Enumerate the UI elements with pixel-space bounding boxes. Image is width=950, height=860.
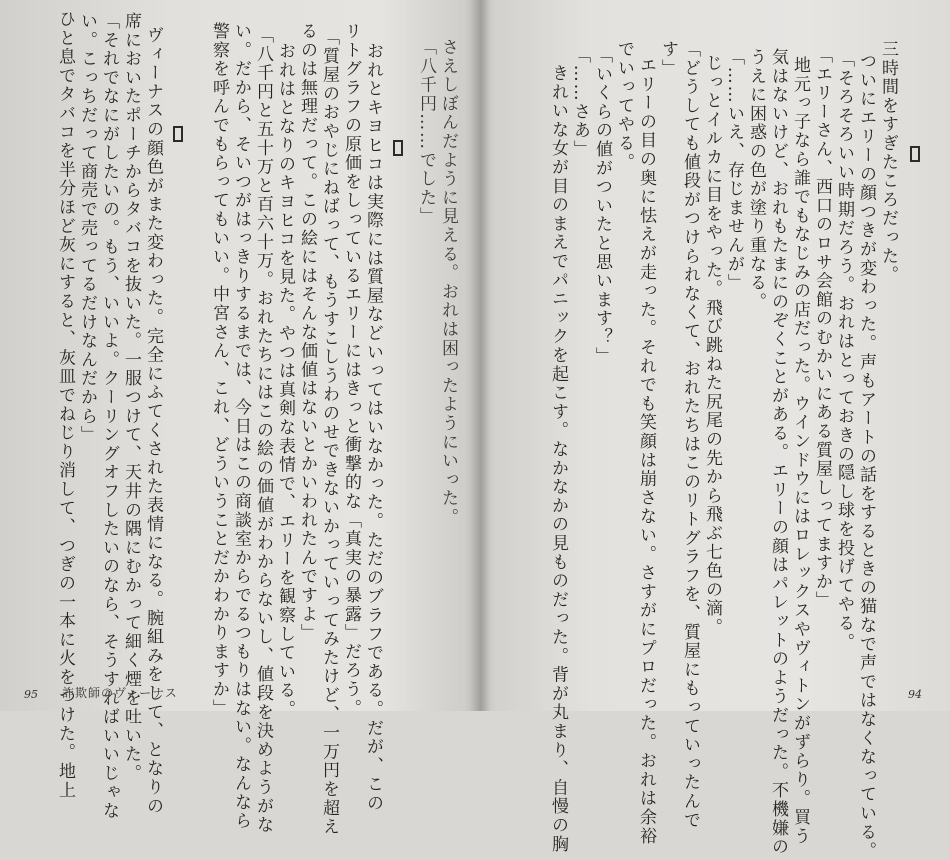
text-column: ひと息でタバコを半分ほど灰にすると、灰皿でねじり消して、つぎの一本に火をつけた。地上 — [55, 10, 75, 800]
text-column: 地元っ子なら誰でもなじみの店だった。ウインドウにはロレックスやヴィトンがずらり。買う — [790, 56, 810, 846]
text-column: 「八千円と五十万と百六十万。おれたちにはこの絵の価値がわからないし、値段を決めようがな — [253, 26, 273, 835]
page-number: 94 — [908, 688, 922, 701]
text-column: 「そろそろいい時期だろう。おれはとっておきの隠し球を投げてやる。 — [834, 50, 854, 652]
text-column: るのは無理だって。この絵にはそんな価値はないとかいわれたんですよ」 — [297, 22, 317, 643]
text-column: 「どうしても値段がつけられなくて、おれたちはこのリトグラフを、質屋にもっていったんで — [680, 40, 700, 830]
text-column: 「……さあ」 — [570, 46, 590, 159]
text-column: 「八千円……でした」 — [416, 38, 436, 226]
text-column: おれとキヨヒコは実際には質屋などいってはいなかった。ただのブラフである。だが、この — [363, 42, 383, 813]
text-column: エリーの目の奥に怯えが走った。それでも笑顔は崩さない。さすがにプロだった。おれは余裕 — [636, 56, 656, 846]
text-column: うえに困惑の色が塗り重なる。 — [746, 48, 766, 312]
text-column: い。だから、そいつがはっきりするまでは、今日はこの商談室からでるつもりはない。なんなら — [231, 22, 251, 831]
section-break-mark — [393, 140, 403, 156]
page-number: 95 — [24, 688, 38, 701]
section-break-mark — [910, 146, 920, 162]
text-column: 「……いえ、存じませんが」 — [724, 48, 744, 293]
text-column: い。こっちだって商売で売ってるだけなんだから」 — [77, 12, 97, 445]
text-column: 「質屋のおやじにねばって、もうすこしうわのせできないかっていってみたけど、一万円を超え — [319, 28, 339, 837]
text-column: おれはとなりのキヨヒコを見た。やつは真剣な表情で、エリーを観察している。 — [275, 42, 295, 719]
section-break-mark — [173, 126, 183, 142]
text-column: す」 — [658, 40, 678, 78]
text-column: 警察を呼んでもらってもいい。中宮さん、これ、どういうことだかわかりますか」 — [209, 22, 229, 718]
left-page — [0, 0, 478, 837]
text-column: ヴィーナスの顔色がまた変わった。完全にふてくされた表情になる。腕組みをして、となりの — [143, 26, 163, 816]
text-column: 「エリーさん、西口のロサ会館のむかいにある質屋しってますか」 — [812, 46, 832, 610]
text-column: でいってやる。 — [614, 40, 634, 172]
text-column: リトグラフの原価をしっているエリーにはきっと衝撃的な「真実の暴露」だろう。 — [341, 22, 361, 718]
text-column: さえしぼんだように見える。おれは困ったようにいった。 — [438, 38, 458, 527]
text-column: 「それでなにがしたいの。もう、いいよ。クーリングオフしたいのなら、そうすればいいじゃな — [99, 12, 119, 821]
text-column: 席においたポーチからタバコを抜いた。一服つけて、天井の隅にむかって細く煙を吐いた。 — [121, 12, 141, 783]
text-column: きれいな女が目のまえでパニックを起こす。なかなかの見ものだった。背が丸まり、自慢の胸 — [548, 64, 568, 854]
text-column: 気はないけど、おれもたまにのぞくことがある。エリーの顔はパレットのようだった。不機嫌の — [768, 48, 788, 857]
text-column: じっとイルカに目をやった。飛び跳ねた尻尾の先から飛ぶ七色の滴。 — [702, 54, 722, 637]
text-column: 「いくらの値がついたと思います？」 — [592, 46, 612, 366]
running-head: 詐欺師のヴィーナス — [62, 686, 178, 700]
text-column: ついにエリーの顔つきが変わった。声もアートの話をするときの猫なで声ではなくなっている。 — [856, 52, 876, 860]
text-column: 三時間をすぎたころだった。 — [878, 40, 898, 285]
right-page — [482, 0, 950, 860]
